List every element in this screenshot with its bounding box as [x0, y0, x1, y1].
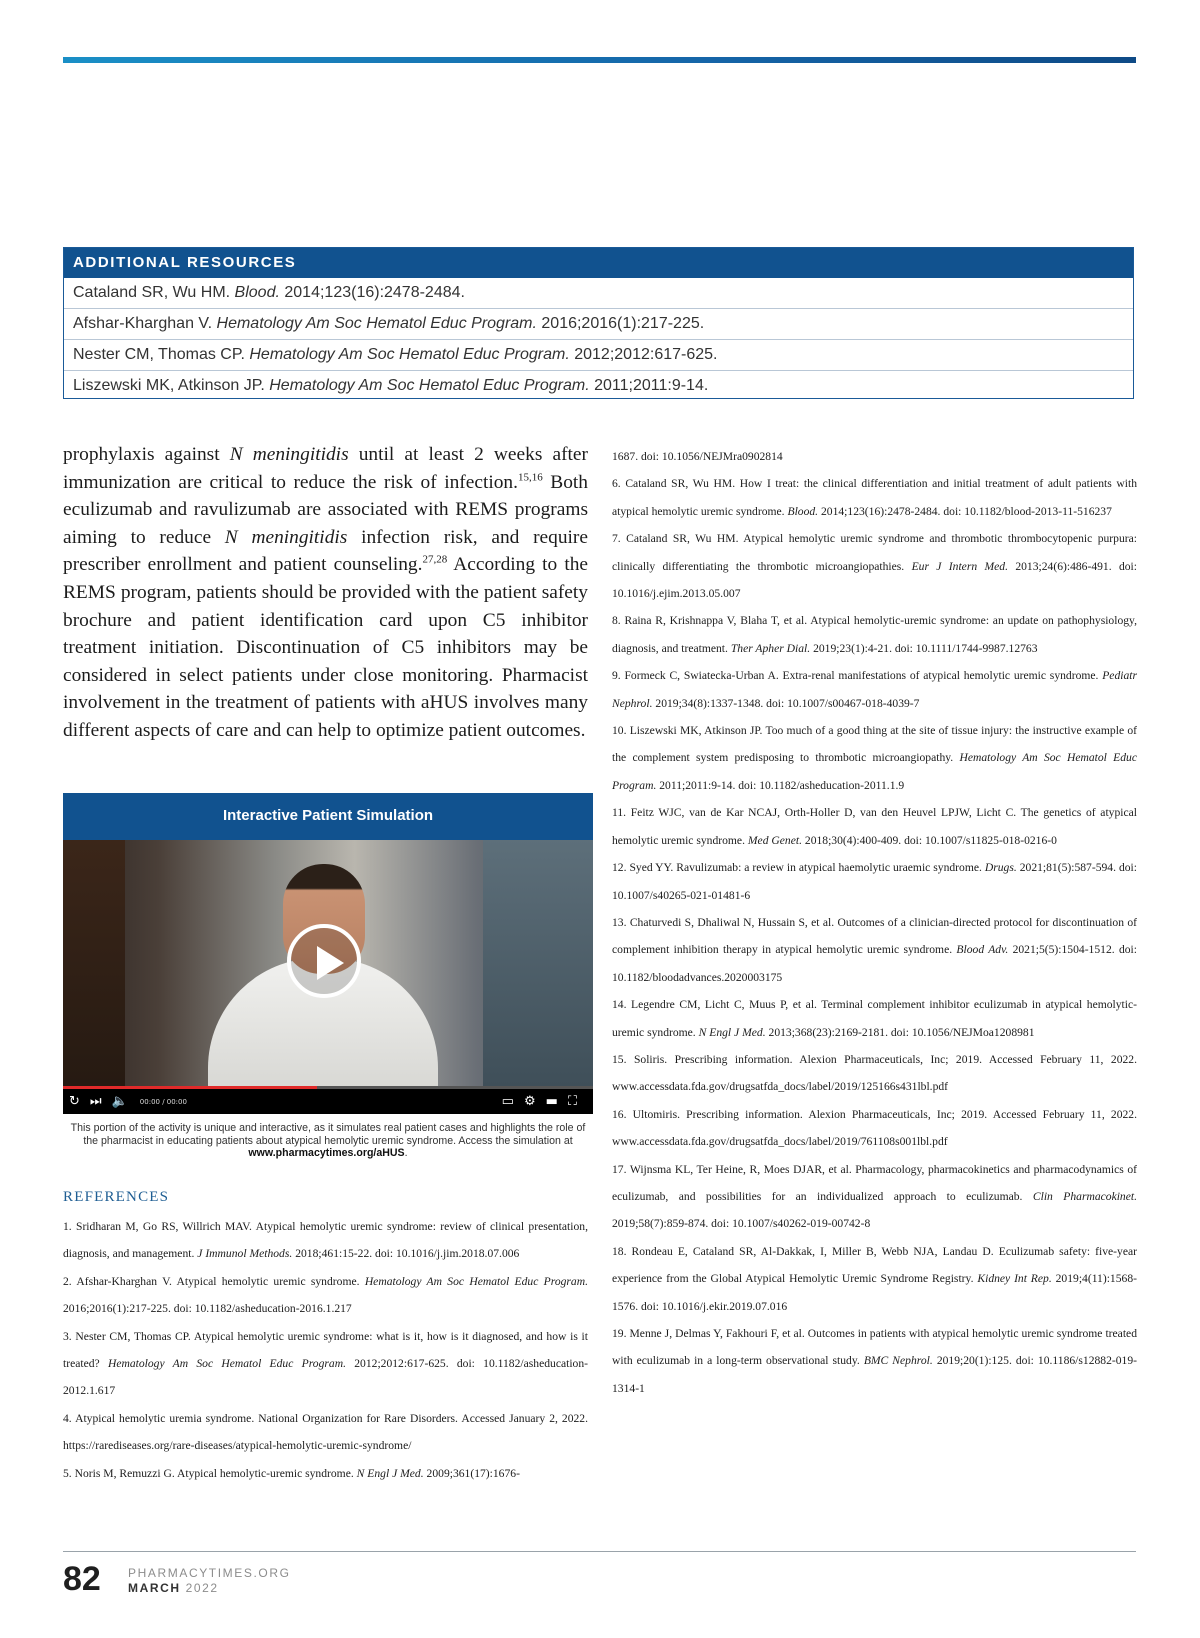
reference-item — [63, 1405, 588, 1460]
reference-journal: Hematology Am Soc Hematol Educ Program. — [612, 751, 1137, 792]
reference-item — [612, 1320, 1137, 1402]
reference-citation: 2013;368(23):2169-2181. doi: 10.1056/NEJMoa1208981 — [768, 1025, 1035, 1039]
reference-item — [612, 909, 1137, 991]
footer-site: PHARMACYTIMES.ORG — [128, 1566, 291, 1580]
play-icon[interactable] — [287, 924, 361, 998]
reference-citation: 2021;5(5):1504-1512. doi: 10.1182/bloodadvances.2020003175 — [612, 943, 1137, 984]
citation-sup-2: 27,28 — [422, 553, 448, 566]
resource-journal: Hematology Am Soc Hematol Educ Program. — [216, 315, 537, 332]
reference-journal: BMC Nephrol. — [863, 1354, 933, 1368]
reference-item — [612, 1156, 1137, 1238]
video-shelf — [63, 840, 125, 1086]
reference-text: 14. Legendre CM, Licht C, Muus P, et al. Terminal complement inhibitor eculizumab in atypical hemolytic-uremic syndrome. — [612, 998, 1137, 1039]
captions-icon[interactable]: ▭ — [501, 1094, 514, 1109]
reference-citation: 2009;361(17):1676- — [426, 1466, 520, 1480]
reference-citation: 2013;24(6):486-491. doi: 10.1016/j.ejim.2013.05.007 — [612, 559, 1137, 601]
reference-text: 1. Sridharan M, Go RS, Willrich MAV. Atypical hemolytic uremic syndrome: review of clinical presentation, diagnosis, and management. — [63, 1220, 588, 1261]
reference-text: 7. Cataland SR, Wu HM. Atypical hemolytic uremic syndrome and thrombotic thrombocytopenic purpura: clinically differentiating the thrombotic microangiopathies. — [612, 532, 1137, 573]
reference-citation: 2019;58(7):859-874. doi: 10.1007/s40262-019-00742-8 — [612, 1217, 871, 1231]
reference-item — [612, 443, 1137, 470]
video-progress-bar[interactable] — [63, 1086, 593, 1089]
reference-journal: J Immunol Methods. — [197, 1247, 293, 1261]
footer-publication — [128, 1566, 291, 1596]
reference-text: 10. Liszewski MK, Atkinson JP. Too much of a good thing at the site of tissue injury: the instructive example of the complement system predisposing to thrombotic microangiopathy. — [612, 724, 1137, 765]
reference-journal: Hematology Am Soc Hematol Educ Program. — [107, 1357, 346, 1371]
resource-row — [64, 339, 1133, 370]
reference-citation: 2019;4(11):1568-1576. doi: 10.1016/j.ekir.2019.07.016 — [612, 1272, 1137, 1313]
resource-journal: Hematology Am Soc Hematol Educ Program. — [269, 377, 590, 394]
reference-text: 6. Cataland SR, Wu HM. How I treat: the clinical differentiation and initial treatment of adult patients with atypical hemolytic uremic syndrome. — [612, 477, 1137, 518]
resource-detail: 2012;2012:617-625. — [574, 346, 718, 363]
reference-item — [612, 607, 1137, 662]
reference-citation: 2018;461:15-22. doi: 10.1016/j.jim.2018.07.006 — [295, 1247, 520, 1261]
resource-detail: 2011;2011:9-14. — [594, 377, 709, 394]
body-paragraph — [63, 441, 588, 745]
reference-text: 4. Atypical hemolytic uremia syndrome. National Organization for Rare Disorders. Accessed January 2, 2022. https://rarediseases.org/rare-diseases/atypical-hemolytic-uremic-syndrome/ — [63, 1411, 588, 1453]
body-text-5: According to the REMS program, patients should be provided with the patient safety brochure and patient identification card upon C5 inhibitor treatment initiation. Discontinuation of C5 inhibitors may be considered in select patients under close monitoring. Pharmacist involvement in the treatment of patients with aHUS involves many different aspects of care and can help to optimize patient outcomes. — [63, 554, 589, 741]
caption-text: This portion of the activity is unique and interactive, as it simulates real patient cases and highlights the role of the pharmacist in educating patients about atypical hemolytic uremic syndrome. Access the simulation at — [70, 1122, 586, 1147]
reference-item — [612, 1101, 1137, 1156]
reference-text: 2. Afshar-Kharghan V. Atypical hemolytic uremic syndrome. — [63, 1274, 360, 1288]
body-text-1: prophylaxis against — [63, 444, 220, 465]
references-left-column — [63, 1213, 588, 1487]
reference-item — [612, 662, 1137, 717]
resource-authors: Nester CM, Thomas CP. — [73, 346, 245, 363]
caption-link[interactable]: www.pharmacytimes.org/aHUS — [248, 1147, 405, 1159]
reference-journal: Blood. — [787, 504, 819, 518]
reference-item — [63, 1268, 588, 1323]
skip-icon[interactable]: ⏭ — [89, 1094, 102, 1109]
resource-journal: Blood. — [234, 284, 280, 301]
top-accent-bar — [63, 57, 1136, 63]
resource-journal: Hematology Am Soc Hematol Educ Program. — [249, 346, 570, 363]
volume-icon[interactable]: 🔈 — [111, 1094, 128, 1109]
reference-citation: 2019;23(1):4-21. doi: 10.1111/1744-9987.12763 — [813, 641, 1038, 655]
reference-text: 16. Ultomiris. Prescribing information. Alexion Pharmaceuticals, Inc; 2019. Accessed February 11, 2022. www.accessdata.fda.gov/drugsatfda_docs/label/2019/761108s001lbl.pdf — [612, 1107, 1137, 1149]
reference-journal: Clin Pharmacokinet. — [1032, 1189, 1137, 1203]
reference-text: 15. Soliris. Prescribing information. Alexion Pharmaceuticals, Inc; 2019. Accessed February 11, 2022. www.accessdata.fda.gov/drugsatfda_docs/label/2019/125166s431lbl.pdf — [612, 1052, 1137, 1094]
additional-resources-box — [63, 247, 1134, 399]
reference-text: 12. Syed YY. Ravulizumab: a review in atypical haemolytic uraemic syndrome. — [612, 861, 982, 875]
video-progress-fill — [63, 1086, 317, 1089]
reference-citation: 2019;20(1):125. doi: 10.1186/s12882-019-1314-1 — [612, 1354, 1137, 1395]
reference-item — [612, 1238, 1137, 1320]
resource-row — [64, 370, 1133, 401]
resource-authors: Afshar-Kharghan V. — [73, 315, 213, 332]
resource-row — [64, 308, 1133, 339]
reference-journal: N Engl J Med. — [698, 1025, 766, 1039]
video-frame[interactable] — [63, 840, 593, 1086]
reference-citation: 2011;2011:9-14. doi: 10.1182/asheducation-2011.1.9 — [659, 778, 905, 792]
references-title: REFERENCES — [63, 1189, 170, 1205]
reference-citation: 2019;34(8):1337-1348. doi: 10.1007/s00467-018-4039-7 — [655, 696, 920, 710]
reference-item — [63, 1460, 588, 1487]
settings-icon[interactable]: ⚙ — [523, 1094, 536, 1109]
reference-text: 8. Raina R, Krishnappa V, Blaha T, et al. Atypical hemolytic-uremic syndrome: an update on pathophysiology, diagnosis, and treatment. — [612, 614, 1137, 655]
reference-journal: Pediatr Nephrol. — [612, 669, 1137, 710]
citation-sup-1: 15,16 — [517, 471, 543, 484]
references-right-column — [612, 443, 1137, 1402]
miniplayer-icon[interactable]: ▬ — [545, 1094, 558, 1109]
video-time: 00:00 / 00:00 — [139, 1097, 187, 1106]
replay-icon[interactable]: ↻ — [69, 1094, 80, 1109]
reference-text: 3. Nester CM, Thomas CP. Atypical hemolytic uremic syndrome: what is it, how is it diagnosed, and how is it treated? — [63, 1329, 588, 1371]
body-text-4: infection risk, and require prescriber enrollment and patient counseling. — [63, 526, 588, 576]
video-title: Interactive Patient Simulation — [63, 793, 593, 840]
reference-text: 19. Menne J, Delmas Y, Fakhouri F, et al. Outcomes in patients with atypical hemolytic uremic syndrome treated with eculizumab in a long-term observational study. — [612, 1327, 1137, 1368]
reference-item — [612, 854, 1137, 909]
video-caption — [63, 1122, 593, 1160]
reference-citation: 2012;2012:617-625. doi: 10.1182/asheducation-2012.1.617 — [63, 1357, 589, 1398]
reference-text: 17. Wijnsma KL, Ter Heine, R, Moes DJAR, et al. Pharmacology, pharmacokinetics and pharmacodynamics of eculizumab, and possibilities for an individualized approach to eculizumab. — [612, 1162, 1137, 1203]
reference-text: 9. Formeck C, Swiatecka-Urban A. Extra-renal manifestations of atypical hemolytic uremic syndrome. — [612, 669, 1099, 683]
reference-item — [612, 799, 1137, 854]
body-italic-2: N meningitidis — [224, 526, 348, 548]
additional-resources-header: ADDITIONAL RESOURCES — [64, 248, 1133, 278]
fullscreen-icon[interactable]: ⛶ — [567, 1094, 577, 1109]
video-player[interactable] — [63, 793, 593, 1114]
body-text-2: until at least 2 weeks after immunization are critical to reduce the risk of infection. — [63, 444, 588, 493]
footer-divider — [63, 1551, 1136, 1552]
body-italic-1: N meningitidis — [229, 444, 349, 465]
reference-item — [63, 1323, 588, 1405]
reference-item — [612, 717, 1137, 799]
reference-text: 18. Rondeau E, Cataland SR, Al-Dakkak, I, Miller B, Webb NJA, Landau D. Eculizumab safety: five-year experience from the Global Atypical Hemolytic Uremic Syndrome Registry. — [612, 1244, 1137, 1286]
reference-item — [612, 470, 1137, 525]
reference-journal: Blood Adv. — [956, 943, 1009, 957]
reference-text: 1687. doi: 10.1056/NEJMra0902814 — [612, 450, 783, 463]
reference-journal: Ther Apher Dial. — [730, 641, 811, 655]
reference-journal: Kidney Int Rep. — [977, 1272, 1052, 1286]
reference-text: 13. Chaturvedi S, Dhaliwal N, Hussain S, et al. Outcomes of a clinician-directed protocol for discontinuation of complement inhibition therapy in atypical hemolytic uremic syndrome. — [612, 915, 1137, 957]
reference-text: 5. Noris M, Remuzzi G. Atypical hemolytic-uremic syndrome. — [63, 1466, 354, 1480]
resource-detail: 2014;123(16):2478-2484. — [284, 284, 465, 301]
reference-citation: 2021;81(5):587-594. doi: 10.1007/s40265-021-01481-6 — [612, 861, 1137, 902]
video-window — [483, 840, 593, 1086]
video-controls — [63, 1089, 593, 1114]
resource-authors: Cataland SR, Wu HM. — [73, 284, 231, 301]
reference-item — [63, 1213, 588, 1268]
reference-journal: Hematology Am Soc Hematol Educ Program. — [364, 1274, 589, 1288]
reference-item — [612, 991, 1137, 1046]
page-number: 82 — [63, 1560, 101, 1598]
reference-journal: N Engl J Med. — [356, 1466, 424, 1480]
reference-journal: Drugs. — [984, 861, 1017, 875]
reference-item — [612, 525, 1137, 607]
reference-journal: Eur J Intern Med. — [911, 559, 1008, 573]
resource-detail: 2016;2016(1):217-225. — [541, 315, 705, 332]
resource-authors: Liszewski MK, Atkinson JP. — [73, 377, 265, 394]
reference-citation: 2016;2016(1):217-225. doi: 10.1182/asheducation-2016.1.217 — [63, 1302, 352, 1316]
footer-year: 2022 — [185, 1581, 219, 1595]
resource-row — [64, 278, 1133, 308]
reference-citation: 2018;30(4):400-409. doi: 10.1007/s11825-018-0216-0 — [804, 833, 1057, 847]
reference-text: 11. Feitz WJC, van de Kar NCAJ, Orth-Holler D, van den Heuvel LPJW, Licht C. The genetics of atypical hemolytic uremic syndrome. — [612, 806, 1137, 847]
body-text-3: Both eculizumab and ravulizumab are associated with REMS programs aiming to reduce — [63, 471, 588, 548]
reference-journal: Med Genet. — [747, 833, 802, 847]
caption-end: . — [404, 1147, 408, 1159]
reference-citation: 2014;123(16):2478-2484. doi: 10.1182/blood-2013-11-516237 — [820, 504, 1112, 518]
reference-item — [612, 1046, 1137, 1101]
footer-month: MARCH — [128, 1581, 181, 1595]
